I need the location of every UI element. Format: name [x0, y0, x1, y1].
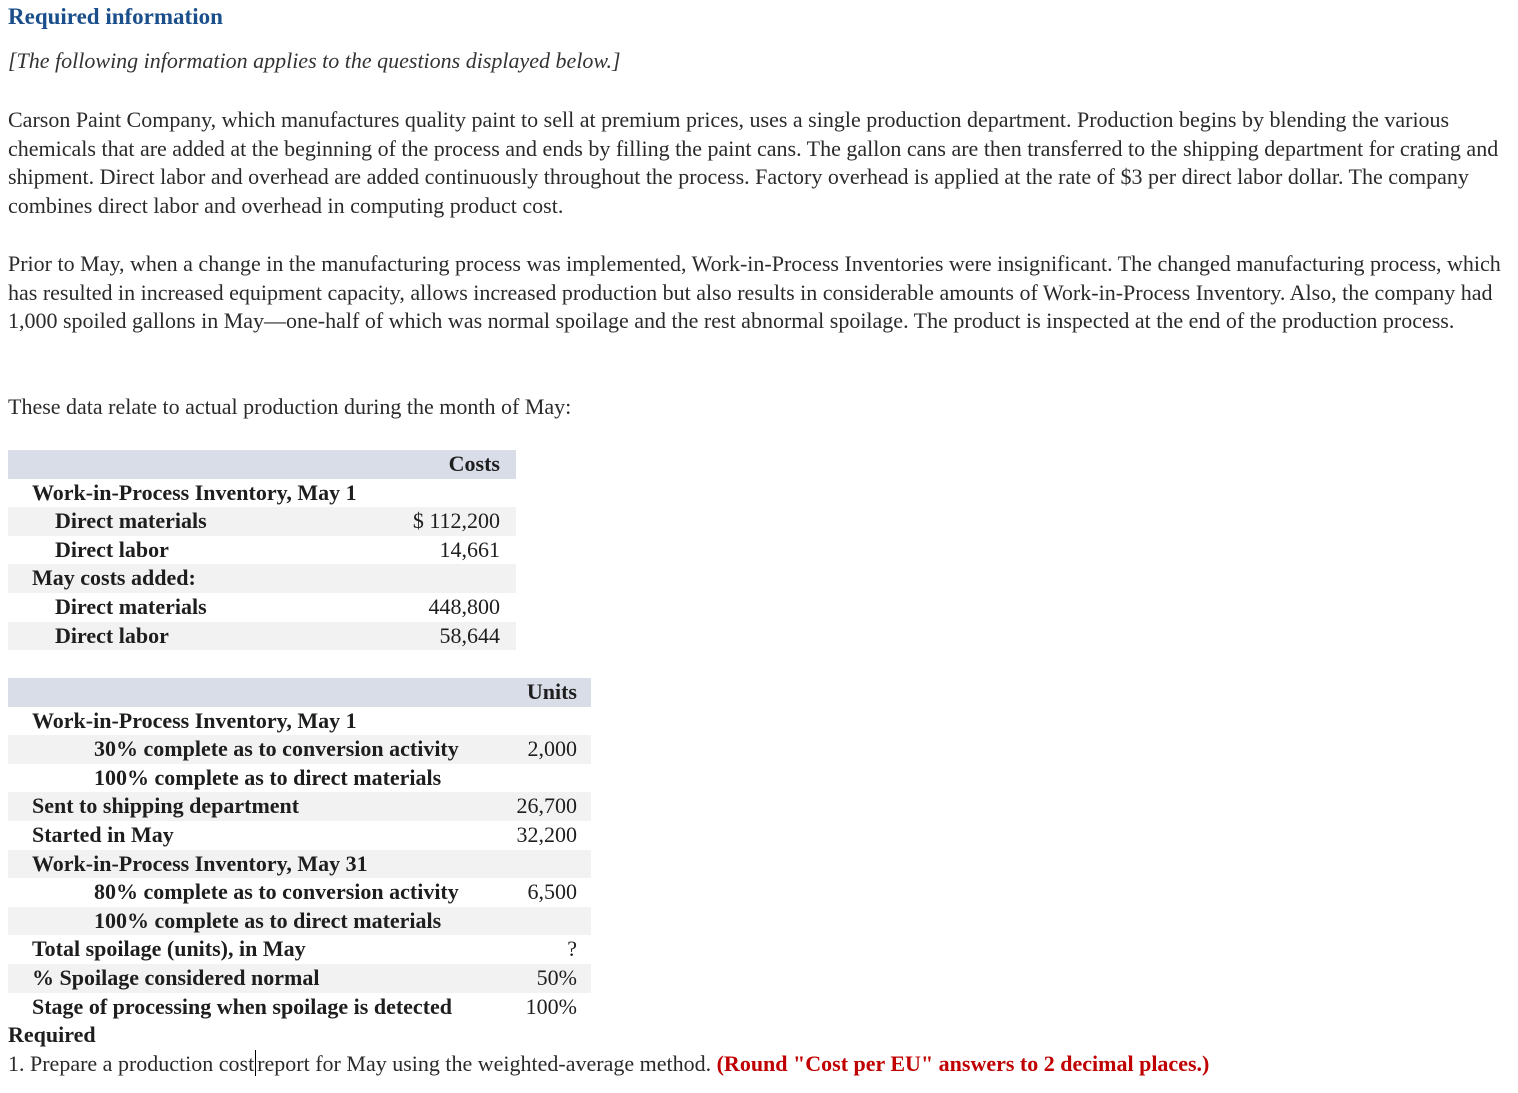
row-value: [517, 850, 592, 879]
table-row: [8, 964, 591, 993]
applies-note: [The following information applies to the questions displayed below.]: [8, 48, 621, 73]
row-value: 2,000: [517, 735, 592, 764]
row-value: 6,500: [527, 879, 577, 905]
table-row: [8, 850, 591, 879]
table-row: [8, 536, 516, 565]
row-value: 448,800: [428, 593, 500, 619]
row-value: $ 112,200: [413, 507, 516, 536]
row-value: ?: [567, 936, 577, 962]
row-value: [413, 564, 516, 593]
row-label: Started in May: [32, 821, 174, 847]
costs-header-row: [8, 450, 516, 479]
units-table: [8, 678, 591, 1021]
required-item-1: [8, 1050, 1209, 1077]
costs-header-blank: [8, 450, 413, 479]
table-row: [8, 707, 591, 736]
rounding-instruction: (Round "Cost per EU" answers to 2 decimal places.): [716, 1051, 1210, 1076]
costs-header: Costs: [413, 450, 516, 479]
table-row: [8, 593, 516, 622]
required-item-text-part1: 1. Prepare a production cost: [8, 1051, 255, 1076]
units-header-row: [8, 678, 591, 707]
paragraph-data-intro: These data relate to actual production during the month of May:: [8, 394, 572, 419]
row-value: [517, 764, 592, 793]
table-row: [8, 821, 591, 850]
row-value: 26,700: [517, 792, 592, 821]
row-label: Stage of processing when spoilage is detected: [32, 993, 453, 1019]
table-row: [8, 622, 516, 651]
row-label: Work-in-Process Inventory, May 31: [8, 850, 517, 879]
row-value: 50%: [517, 964, 592, 993]
row-label: Direct labor: [55, 536, 169, 562]
row-label: Direct materials: [55, 593, 207, 619]
row-label: Direct labor: [8, 622, 413, 651]
row-value: [517, 907, 592, 936]
row-value: 32,200: [516, 821, 577, 847]
table-row: [8, 907, 591, 936]
row-value: 58,644: [413, 622, 516, 651]
row-label: Work-in-Process Inventory, May 1: [32, 707, 357, 733]
units-header: Units: [517, 678, 592, 707]
table-row: [8, 764, 591, 793]
row-label: 100% complete as to direct materials: [8, 907, 517, 936]
row-label: 100% complete as to direct materials: [94, 764, 442, 790]
table-row: [8, 564, 516, 593]
row-value: 14,661: [439, 536, 500, 562]
row-label: May costs added:: [8, 564, 413, 593]
table-row: [8, 479, 516, 508]
row-value: 100%: [525, 993, 577, 1019]
table-row: [8, 735, 591, 764]
row-value: [517, 707, 592, 736]
table-row: [8, 993, 591, 1022]
required-information-heading: Required information: [8, 4, 223, 29]
costs-table: [8, 450, 516, 650]
row-label: Direct materials: [8, 507, 413, 536]
table-row: [8, 878, 591, 907]
row-label: Sent to shipping department: [8, 792, 517, 821]
row-value: [413, 479, 516, 508]
paragraph-company-description: Carson Paint Company, which manufactures quality paint to sell at premium prices, uses a single production department. Production begins by blending the various chemicals that are added at the beginning of the process and ends by filling the paint cans. The gallon cans are then transferred to the shipping department for crating and shipment. Direct labor and overhead are added continuously throughout the process. Factory overhead is applied at the rate of $3 per direct labor dollar. The company combines direct labor and overhead in computing product cost.: [8, 107, 1499, 218]
row-label: 80% complete as to conversion activity: [94, 879, 459, 905]
row-label: 30% complete as to conversion activity: [8, 735, 517, 764]
row-label: Total spoilage (units), in May: [32, 936, 306, 962]
required-title: Required: [8, 1022, 96, 1047]
units-header-blank: [8, 678, 517, 707]
required-item-text-part2: report for May using the weighted-average method.: [257, 1051, 712, 1076]
row-label: Work-in-Process Inventory, May 1: [32, 479, 357, 505]
table-row: [8, 507, 516, 536]
paragraph-process-change: Prior to May, when a change in the manufacturing process was implemented, Work-in-Process Inventories were insignificant. The changed manufacturing process, which has resulted in increased equipment capacity, allows increased production but also results in considerable amounts of Work-in-Process Inventory. Also, the company had 1,000 spoiled gallons in May—one-half of which was normal spoilage and the rest abnormal spoilage. The product is inspected at the end of the production process.: [8, 251, 1501, 334]
row-label: % Spoilage considered normal: [8, 964, 517, 993]
table-row: [8, 935, 591, 964]
table-row: [8, 792, 591, 821]
